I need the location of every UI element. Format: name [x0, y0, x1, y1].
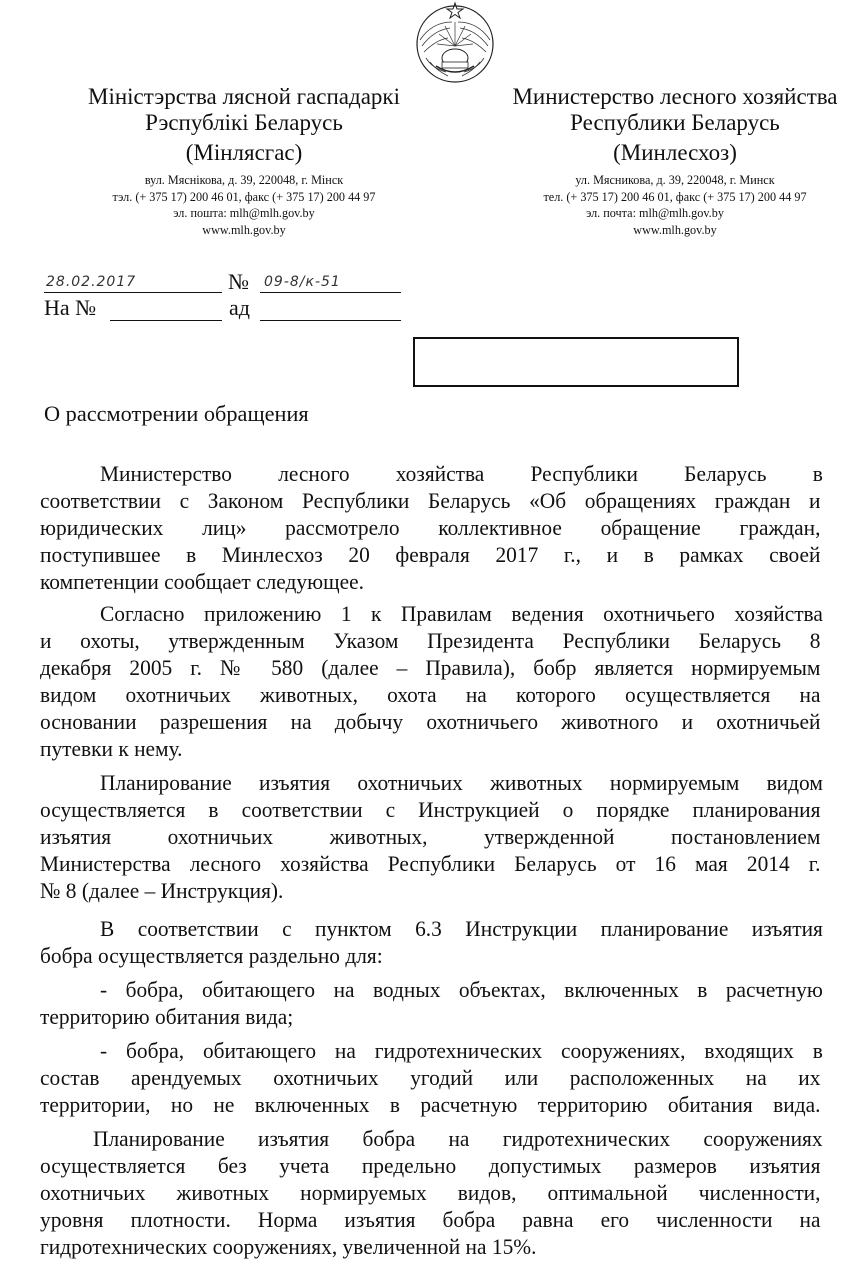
body-line: бобра осуществляется раздельно для:: [40, 943, 383, 968]
body-line: осуществляется в соответствии с Инструкцией о порядке планирования: [40, 797, 821, 822]
body-line: осуществляется без учета предельно допустимых размеров изъятия: [40, 1153, 821, 1178]
body-line: декабря 2005 г. № 580 (далее – Правила), бобр является нормируемым: [40, 655, 821, 680]
date-field: [44, 270, 222, 293]
state-emblem-icon: [412, 0, 498, 84]
body-line: охотничьих животных нормируемых видов, оптимальной численности,: [40, 1180, 821, 1205]
body-line: соответствии с Законом Республики Беларусь «Об обращениях граждан и: [40, 488, 821, 513]
body-line: видом охотничьих животных, охота на которого осуществляется на: [40, 682, 821, 707]
body-line: - бобра, обитающего на гидротехнических сооружениях, входящих в: [100, 1038, 823, 1063]
body-line: В соответствии с пунктом 6.3 Инструкции планирование изъятия: [100, 916, 823, 941]
body-line: территории, но не включенных в расчетную территорию обитания вида.: [40, 1092, 821, 1117]
body-line: состав арендуемых охотничьих угодий или расположенных на их: [40, 1065, 821, 1090]
in-reply-field: [110, 298, 222, 321]
body-line: - бобра, обитающего на водных объектах, включенных в расчетную: [100, 977, 823, 1002]
body-line: основании разрешения на добычу охотничьего животного и охотничьей: [40, 709, 821, 734]
addressee-box: [413, 337, 739, 387]
subject-line: О рассмотрении обращения: [44, 401, 309, 426]
header-left-title-line1: Міністэрства лясной гаспадаркі: [88, 84, 400, 109]
body-line: и охоты, утвержденным Указом Президента Республики Беларусь 8: [40, 628, 821, 653]
header-right-website: www.mlh.gov.by: [633, 222, 717, 237]
date-handwritten: 28.02.2017: [46, 274, 137, 290]
body-line: поступившее в Минлесхоз 20 февраля 2017 г., и в рамках своей: [40, 542, 821, 567]
header-right-email: эл. почта: mlh@mlh.gov.by: [586, 206, 724, 220]
header-right-phone: тел. (+ 375 17) 200 46 01, факс (+ 375 17) 200 44 97: [543, 189, 807, 204]
header-left-phone: тэл. (+ 375 17) 200 46 01, факс (+ 375 17) 200 44 97: [112, 189, 376, 204]
header-right-title-line3: (Минлесхоз): [613, 140, 737, 165]
body-line: Согласно приложению 1 к Правилам ведения охотничьего хозяйства: [100, 601, 823, 626]
header-left-email: эл. пошта: mlh@mlh.gov.by: [173, 206, 315, 220]
body-line: Министерства лесного хозяйства Республики Беларусь от 16 мая 2014 г.: [40, 851, 821, 876]
header-left: [62, 84, 426, 238]
body-line: юридических лиц» рассмотрело коллективное обращение граждан,: [40, 515, 821, 540]
header-left-address: вул. Мяснікова, д. 39, 220048, г. Мінск: [144, 173, 344, 187]
header-right-title-line2: Республики Беларусь: [570, 110, 780, 135]
number-label: №: [228, 269, 249, 294]
body-line: изъятия охотничьих животных, утвержденной постановлением: [40, 824, 821, 849]
header-left-title-line3: (Мінлясгас): [185, 140, 303, 165]
header-right-title-line1: Министерство лесного хозяйства: [512, 84, 838, 109]
number-handwritten: 09-8/к-51: [264, 274, 341, 290]
body-line: Министерство лесного хозяйства Республики Беларусь в: [100, 461, 823, 486]
body-line: территорию обитания вида;: [40, 1004, 294, 1029]
body-line: гидротехнических сооружениях, увеличенной на 15%.: [40, 1234, 537, 1259]
header-left-website: www.mlh.gov.by: [202, 222, 286, 237]
header-right: [490, 84, 860, 238]
body-line: путевки к нему.: [40, 736, 183, 761]
from-field: [260, 298, 401, 321]
header-left-title-line2: Рэспублікі Беларусь: [145, 110, 343, 135]
body-line: Планирование изъятия охотничьих животных нормируемым видом: [100, 770, 823, 795]
from-label: ад: [229, 295, 250, 320]
body-line: Планирование изъятия бобра на гидротехнических сооружениях: [93, 1126, 823, 1151]
body-line: уровня плотности. Норма изъятия бобра равна его численности на: [40, 1207, 821, 1232]
body-line: компетенции сообщает следующее.: [40, 569, 364, 594]
body-line: № 8 (далее – Инструкция).: [40, 878, 284, 903]
header-right-address: ул. Мясникова, д. 39, 220048, г. Минск: [575, 173, 775, 187]
number-field: [260, 270, 401, 293]
in-reply-label: На №: [44, 295, 97, 320]
